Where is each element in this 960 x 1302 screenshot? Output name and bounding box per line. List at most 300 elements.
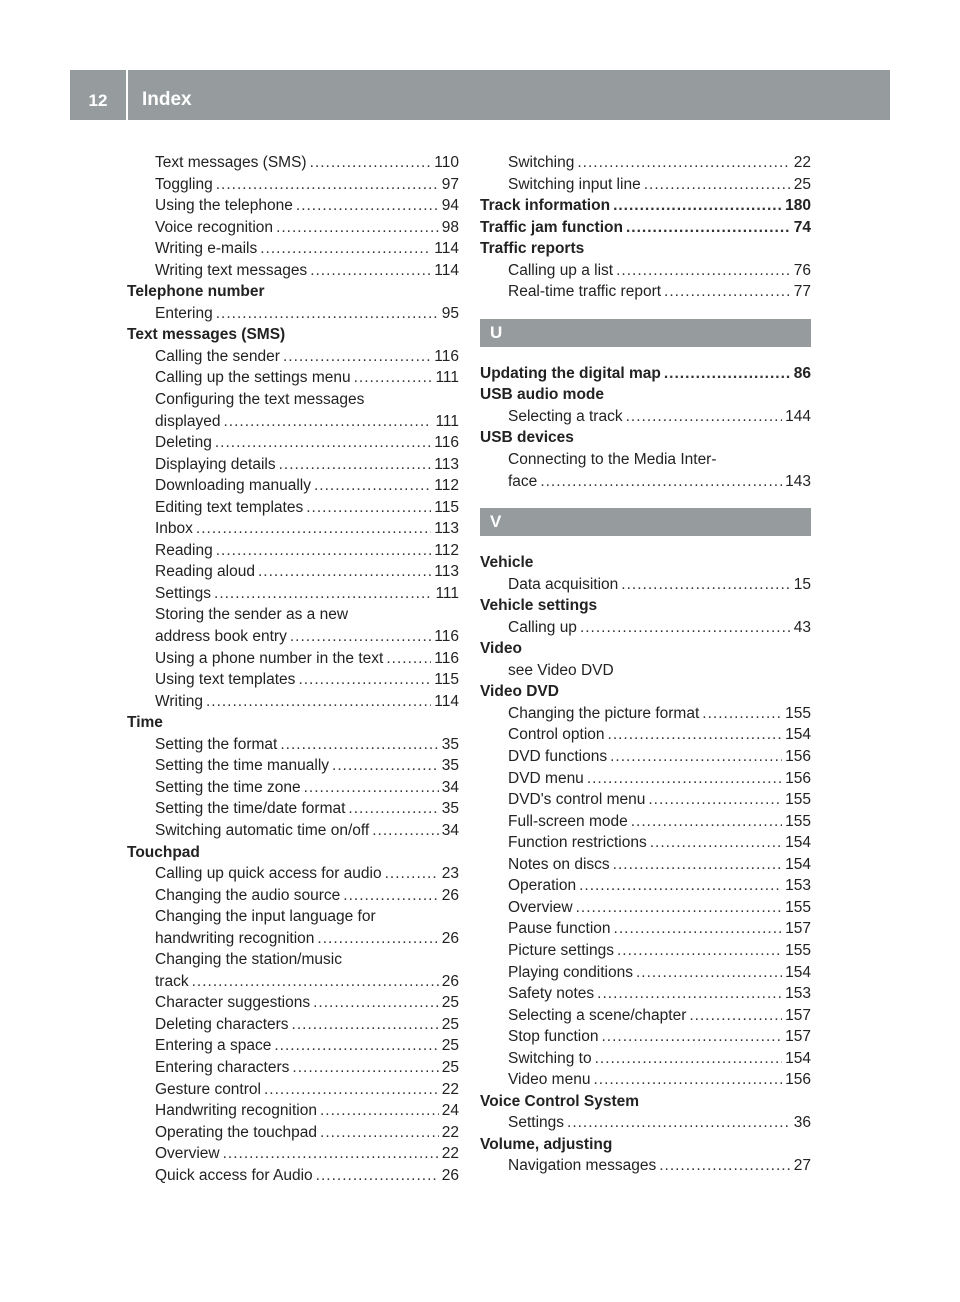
index-entry — [127, 217, 459, 239]
entry-page-number: 111 — [435, 584, 459, 602]
dot-leader — [292, 1014, 439, 1036]
entry-page-number: 26 — [441, 1166, 459, 1184]
entry-page-number: 155 — [785, 812, 811, 830]
dot-leader — [617, 940, 782, 962]
index-entry — [127, 1014, 459, 1036]
index-entry — [127, 561, 459, 583]
dot-leader — [626, 217, 791, 239]
entry-label: Entering characters — [155, 1058, 290, 1076]
entry-page-number: 27 — [793, 1157, 811, 1175]
dot-leader — [304, 777, 439, 799]
index-entry — [127, 1143, 459, 1165]
entry-page-number: 116 — [434, 434, 459, 452]
entry-page-number: 35 — [441, 800, 459, 818]
index-column-right — [480, 152, 811, 1177]
entry-label: Video DVD — [480, 683, 559, 701]
index-entry — [127, 648, 459, 670]
entry-page-number: 25 — [441, 1037, 459, 1055]
entry-page-number: 25 — [441, 1058, 459, 1076]
dot-leader — [306, 497, 431, 519]
dot-leader — [216, 303, 439, 325]
entry-page-number: 156 — [785, 748, 811, 766]
dot-leader — [650, 832, 782, 854]
index-entry — [480, 1069, 811, 1091]
index-entry — [127, 475, 459, 497]
index-entry — [480, 768, 811, 790]
entry-page-number: 155 — [785, 941, 811, 959]
entry-label: Setting the format — [155, 735, 278, 753]
entry-page-number: 113 — [434, 455, 459, 473]
entry-page-number: 22 — [441, 1080, 459, 1098]
dot-leader — [372, 820, 439, 842]
entry-page-number: 116 — [434, 649, 459, 667]
entry-label: Calling up the settings menu — [155, 369, 351, 387]
dot-leader — [636, 962, 782, 984]
entry-page-number: 86 — [793, 364, 811, 382]
dot-leader — [595, 1048, 783, 1070]
page-number: 12 — [88, 91, 108, 110]
dot-leader — [216, 540, 432, 562]
entry-page-number: 36 — [793, 1114, 811, 1132]
index-entry — [127, 604, 459, 626]
dot-leader — [317, 928, 438, 950]
entry-page-number: 35 — [441, 757, 459, 775]
dot-leader — [621, 574, 790, 596]
index-entry — [480, 152, 811, 174]
entry-page-number: 98 — [441, 218, 459, 236]
entry-label: address book entry — [155, 628, 287, 646]
index-entry — [127, 1057, 459, 1079]
dot-leader — [608, 724, 783, 746]
index-entry — [127, 928, 459, 950]
index-entry — [127, 195, 459, 217]
entry-page-number: 22 — [441, 1123, 459, 1141]
dot-leader — [280, 734, 438, 756]
entry-page-number: 113 — [434, 563, 459, 581]
index-entry — [127, 971, 459, 993]
entry-page-number: 26 — [441, 886, 459, 904]
entry-label: Vehicle settings — [480, 597, 598, 615]
dot-leader — [343, 885, 438, 907]
index-entry — [127, 734, 459, 756]
index-entry — [480, 174, 811, 196]
dot-leader — [386, 648, 431, 670]
entry-label: Video — [480, 640, 522, 658]
entry-page-number: 153 — [785, 877, 811, 895]
dot-leader — [631, 811, 782, 833]
index-entry — [480, 854, 811, 876]
entry-label: Writing e-mails — [155, 240, 258, 258]
index-entry — [127, 949, 459, 971]
entry-label: Calling up a list — [508, 261, 614, 279]
index-entry — [480, 617, 811, 639]
entry-page-number: 24 — [441, 1102, 459, 1120]
dot-leader — [664, 363, 791, 385]
entry-page-number: 25 — [793, 175, 811, 193]
entry-label: Stop function — [508, 1028, 599, 1046]
index-entry — [127, 346, 459, 368]
index-heading — [480, 1091, 811, 1113]
section-letter-bar: V — [480, 508, 811, 536]
entry-page-number: 154 — [785, 1049, 811, 1067]
dot-leader — [689, 1005, 782, 1027]
index-entry — [480, 660, 811, 682]
entry-label: Connecting to the Media Inter- — [508, 451, 717, 469]
index-entry — [480, 703, 811, 725]
entry-label: Telephone number — [127, 283, 265, 301]
entry-label: Real-time traffic report — [508, 283, 662, 301]
index-column-left — [127, 152, 459, 1186]
index-entry — [480, 1112, 811, 1134]
entry-page-number: 22 — [441, 1145, 459, 1163]
index-entry — [127, 432, 459, 454]
entry-label: Setting the time zone — [155, 778, 301, 796]
index-entry — [480, 789, 811, 811]
dot-leader — [310, 260, 431, 282]
entry-page-number: 34 — [441, 821, 459, 839]
index-entry — [480, 811, 811, 833]
index-entry — [127, 583, 459, 605]
index-entry — [127, 820, 459, 842]
index-entry — [127, 798, 459, 820]
index-heading — [480, 384, 811, 406]
index-entry — [480, 875, 811, 897]
entry-label: DVD's control menu — [508, 791, 646, 809]
entry-page-number: 116 — [434, 347, 459, 365]
index-entry — [127, 1122, 459, 1144]
index-entry — [127, 626, 459, 648]
index-entry — [480, 746, 811, 768]
index-entry — [127, 992, 459, 1014]
entry-page-number: 114 — [434, 692, 459, 710]
index-entry — [480, 1048, 811, 1070]
entry-page-number: 111 — [435, 369, 459, 387]
index-entry — [127, 152, 459, 174]
entry-label: Entering a space — [155, 1037, 272, 1055]
entry-label: Data acquisition — [508, 575, 619, 593]
dot-leader — [610, 746, 782, 768]
entry-page-number: 112 — [434, 541, 459, 559]
dot-leader — [597, 983, 782, 1005]
entry-page-number: 155 — [785, 791, 811, 809]
dot-leader — [314, 475, 431, 497]
entry-page-number: 155 — [785, 704, 811, 722]
entry-label: Selecting a scene/chapter — [508, 1006, 687, 1024]
entry-page-number: 111 — [435, 412, 459, 430]
entry-label: see Video DVD — [508, 661, 614, 679]
entry-page-number: 43 — [793, 618, 811, 636]
dot-leader — [264, 1079, 439, 1101]
index-entry — [480, 406, 811, 428]
index-entry — [480, 281, 811, 303]
index-entry — [127, 1079, 459, 1101]
entry-label: Setting the time manually — [155, 757, 330, 775]
dot-leader — [258, 561, 431, 583]
entry-label: Handwriting recognition — [155, 1102, 317, 1120]
entry-label: Time — [127, 714, 163, 732]
dot-leader — [580, 617, 791, 639]
entry-label: Voice recognition — [155, 218, 274, 236]
entry-page-number: 157 — [785, 1006, 811, 1024]
entry-label: Deleting characters — [155, 1015, 289, 1033]
dot-leader — [613, 195, 782, 217]
index-entry — [127, 540, 459, 562]
dot-leader — [298, 669, 431, 691]
index-heading — [480, 238, 811, 260]
dot-leader — [659, 1155, 791, 1177]
dot-leader — [348, 798, 438, 820]
index-entry — [127, 1100, 459, 1122]
dot-leader — [664, 281, 791, 303]
entry-label: Switching input line — [508, 175, 641, 193]
dot-leader — [283, 346, 431, 368]
entry-page-number: 113 — [434, 520, 459, 538]
entry-page-number: 114 — [434, 261, 459, 279]
entry-label: Toggling — [155, 175, 213, 193]
entry-label: Voice Control System — [480, 1092, 640, 1110]
section-letter-bar: U — [480, 319, 811, 347]
index-heading — [480, 681, 811, 703]
entry-label: Downloading manually — [155, 477, 311, 495]
header-divider — [126, 70, 128, 120]
entry-label: Changing the station/music — [155, 951, 342, 969]
dot-leader — [276, 217, 439, 239]
entry-label: Gesture control — [155, 1080, 261, 1098]
entry-label: Switching to — [508, 1049, 592, 1067]
entry-label: Vehicle — [480, 554, 534, 572]
entry-label: Using the telephone — [155, 197, 293, 215]
entry-label: Operating the touchpad — [155, 1123, 318, 1141]
dot-leader — [206, 691, 431, 713]
index-entry — [480, 940, 811, 962]
entry-page-number: 115 — [434, 671, 459, 689]
entry-label: Picture settings — [508, 941, 614, 959]
entry-label: Control option — [508, 726, 605, 744]
dot-leader — [579, 875, 782, 897]
dot-leader — [214, 583, 432, 605]
dot-leader — [215, 432, 431, 454]
dot-leader — [385, 863, 439, 885]
entry-label: Displaying details — [155, 455, 276, 473]
page-header — [70, 70, 890, 120]
dot-leader — [316, 1165, 439, 1187]
entry-label: Deleting — [155, 434, 212, 452]
entry-label: Changing the audio source — [155, 886, 341, 904]
entry-label: Traffic reports — [480, 240, 585, 258]
entry-page-number: 77 — [793, 283, 811, 301]
index-entry — [480, 918, 811, 940]
entry-label: Track information — [480, 197, 611, 215]
entry-label: Using a phone number in the text — [155, 649, 384, 667]
index-heading — [127, 842, 459, 864]
entry-page-number: 35 — [441, 735, 459, 753]
entry-page-number: 154 — [785, 855, 811, 873]
index-heading — [127, 712, 459, 734]
dot-leader — [296, 195, 439, 217]
index-entry — [127, 885, 459, 907]
index-entry — [127, 303, 459, 325]
entry-page-number: 110 — [434, 154, 459, 171]
entry-page-number: 157 — [785, 920, 811, 938]
entry-label: Selecting a track — [508, 407, 623, 425]
entry-label: Storing the sender as a new — [155, 606, 349, 624]
entry-label: Changing the input language for — [155, 908, 376, 926]
index-entry — [480, 449, 811, 471]
entry-label: Quick access for Audio — [155, 1166, 313, 1184]
index-entry — [480, 260, 811, 282]
entry-page-number: 156 — [785, 769, 811, 787]
entry-label: Editing text templates — [155, 498, 304, 516]
index-entry — [127, 863, 459, 885]
entry-label: Writing — [155, 692, 203, 710]
index-entry — [480, 1155, 811, 1177]
dot-leader — [192, 971, 439, 993]
entry-page-number: 156 — [785, 1071, 811, 1089]
entry-label: Navigation messages — [508, 1157, 657, 1175]
entry-label: Character suggestions — [155, 994, 311, 1012]
index-entry — [127, 518, 459, 540]
dot-leader — [593, 1069, 782, 1091]
dot-leader — [648, 789, 782, 811]
index-entry — [127, 174, 459, 196]
dot-leader — [332, 755, 439, 777]
entry-label: Writing text messages — [155, 261, 308, 279]
index-entry — [127, 1165, 459, 1187]
entry-label: Volume, adjusting — [480, 1135, 613, 1153]
entry-label: Updating the digital map — [480, 364, 661, 382]
index-entry — [127, 411, 459, 433]
entry-label: Settings — [508, 1114, 565, 1132]
entry-label: Video menu — [508, 1071, 591, 1089]
index-entry — [127, 367, 459, 389]
index-heading — [480, 427, 811, 449]
dot-leader — [279, 454, 432, 476]
entry-label: displayed — [155, 412, 221, 430]
dot-leader — [274, 1035, 438, 1057]
dot-leader — [290, 626, 431, 648]
entry-label: Using text templates — [155, 671, 296, 689]
entry-page-number: 97 — [441, 175, 459, 193]
index-heading — [480, 217, 811, 239]
entry-label: Calling the sender — [155, 347, 280, 365]
index-entry — [480, 1005, 811, 1027]
dot-leader — [310, 152, 432, 174]
entry-label: track — [155, 972, 189, 990]
dot-leader — [224, 411, 433, 433]
entry-page-number: 157 — [785, 1028, 811, 1046]
dot-leader — [613, 854, 782, 876]
index-heading — [480, 595, 811, 617]
entry-page-number: 95 — [441, 304, 459, 322]
dot-leader — [577, 152, 790, 174]
entry-label: Switching — [508, 154, 575, 171]
dot-leader — [644, 174, 791, 196]
entry-page-number: 26 — [441, 972, 459, 990]
entry-label: Calling up — [508, 618, 577, 636]
index-heading — [480, 552, 811, 574]
dot-leader — [567, 1112, 791, 1134]
entry-page-number: 154 — [785, 963, 811, 981]
entry-label: Entering — [155, 304, 213, 322]
index-entry — [480, 962, 811, 984]
entry-label: Reading aloud — [155, 563, 255, 581]
index-entry — [127, 238, 459, 260]
entry-page-number: 155 — [785, 898, 811, 916]
index-entry — [480, 1026, 811, 1048]
entry-label: Function restrictions — [508, 834, 647, 852]
entry-page-number: 114 — [434, 240, 459, 258]
entry-page-number: 94 — [441, 197, 459, 215]
entry-page-number: 25 — [441, 1015, 459, 1033]
entry-page-number: 144 — [785, 407, 811, 425]
entry-label: Operation — [508, 877, 577, 895]
entry-page-number: 115 — [434, 498, 459, 516]
entry-page-number: 116 — [434, 628, 459, 646]
entry-label: Text messages (SMS) — [127, 326, 286, 344]
dot-leader — [614, 918, 783, 940]
entry-page-number: 15 — [793, 575, 811, 593]
index-entry — [127, 389, 459, 411]
dot-leader — [292, 1057, 438, 1079]
index-entry — [480, 574, 811, 596]
index-heading — [480, 195, 811, 217]
entry-page-number: 143 — [785, 472, 811, 490]
entry-page-number: 180 — [785, 197, 811, 215]
dot-leader — [216, 174, 439, 196]
entry-page-number: 26 — [441, 929, 459, 947]
dot-leader — [196, 518, 431, 540]
entry-label: Setting the time/date format — [155, 800, 346, 818]
entry-label: Inbox — [155, 520, 193, 538]
page-title: Index — [142, 89, 192, 110]
entry-label: Playing conditions — [508, 963, 633, 981]
index-entry — [127, 755, 459, 777]
entry-label: Overview — [508, 898, 573, 916]
entry-label: face — [508, 472, 538, 490]
entry-page-number: 153 — [785, 985, 811, 1003]
index-entry — [480, 471, 811, 493]
index-heading — [480, 638, 811, 660]
entry-label: Overview — [155, 1145, 220, 1163]
dot-leader — [601, 1026, 782, 1048]
index-entry — [127, 1035, 459, 1057]
entry-label: Full-screen mode — [508, 812, 628, 830]
index-entry — [127, 497, 459, 519]
dot-leader — [540, 471, 782, 493]
dot-leader — [320, 1122, 439, 1144]
dot-leader — [626, 406, 783, 428]
index-entry — [127, 454, 459, 476]
index-entry — [480, 983, 811, 1005]
entry-label: DVD menu — [508, 769, 584, 787]
entry-page-number: 154 — [785, 726, 811, 744]
entry-page-number: 74 — [793, 218, 811, 236]
dot-leader — [320, 1100, 439, 1122]
dot-leader — [223, 1143, 439, 1165]
entry-page-number: 154 — [785, 834, 811, 852]
dot-leader — [260, 238, 431, 260]
entry-label: USB audio mode — [480, 386, 605, 404]
entry-page-number: 76 — [793, 261, 811, 279]
entry-page-number: 25 — [441, 994, 459, 1012]
index-entry — [480, 724, 811, 746]
dot-leader — [313, 992, 439, 1014]
index-entry — [127, 669, 459, 691]
index-heading — [127, 281, 459, 303]
index-entry — [480, 832, 811, 854]
entry-label: Text messages (SMS) — [155, 154, 307, 171]
dot-leader — [616, 260, 791, 282]
